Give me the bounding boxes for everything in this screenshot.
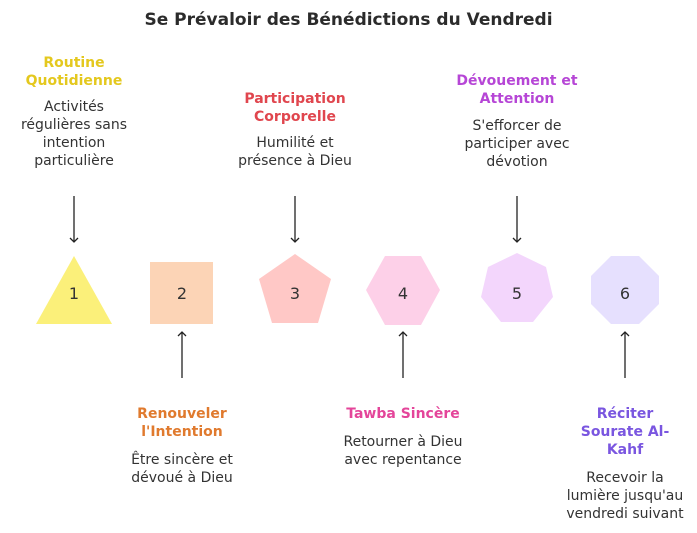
- diagram-title: Se Prévaloir des Bénédictions du Vendredi: [144, 10, 553, 30]
- step-2-description: Être sincère et dévoué à Dieu: [131, 452, 233, 486]
- step-6-description: Recevoir la lumière jusqu'au vendredi suivant: [566, 470, 684, 522]
- step-6-number: 6: [619, 284, 631, 303]
- step-2-title: Renouveler l'Intention: [137, 406, 227, 440]
- step-5-title: Dévouement et Attention: [456, 73, 578, 107]
- step-4-title: Tawba Sincère: [346, 406, 460, 422]
- step-3-title: Participation Corporelle: [244, 91, 346, 125]
- step-4-description: Retourner à Dieu avec repentance: [343, 434, 463, 468]
- step-1-title: Routine Quotidienne: [25, 55, 123, 89]
- step-4-number: 4: [397, 284, 409, 303]
- step-5-number: 5: [511, 284, 523, 303]
- step-3-number: 3: [289, 284, 301, 303]
- step-3-description: Humilité et présence à Dieu: [238, 135, 352, 169]
- step-1-description: Activités régulières sans intention particulière: [20, 99, 128, 169]
- step-1-number: 1: [68, 284, 80, 303]
- step-6-title: Réciter Sourate Al-Kahf: [580, 406, 670, 458]
- step-2-number: 2: [176, 284, 188, 303]
- step-5-description: S'efforcer de participer avec dévotion: [464, 118, 570, 170]
